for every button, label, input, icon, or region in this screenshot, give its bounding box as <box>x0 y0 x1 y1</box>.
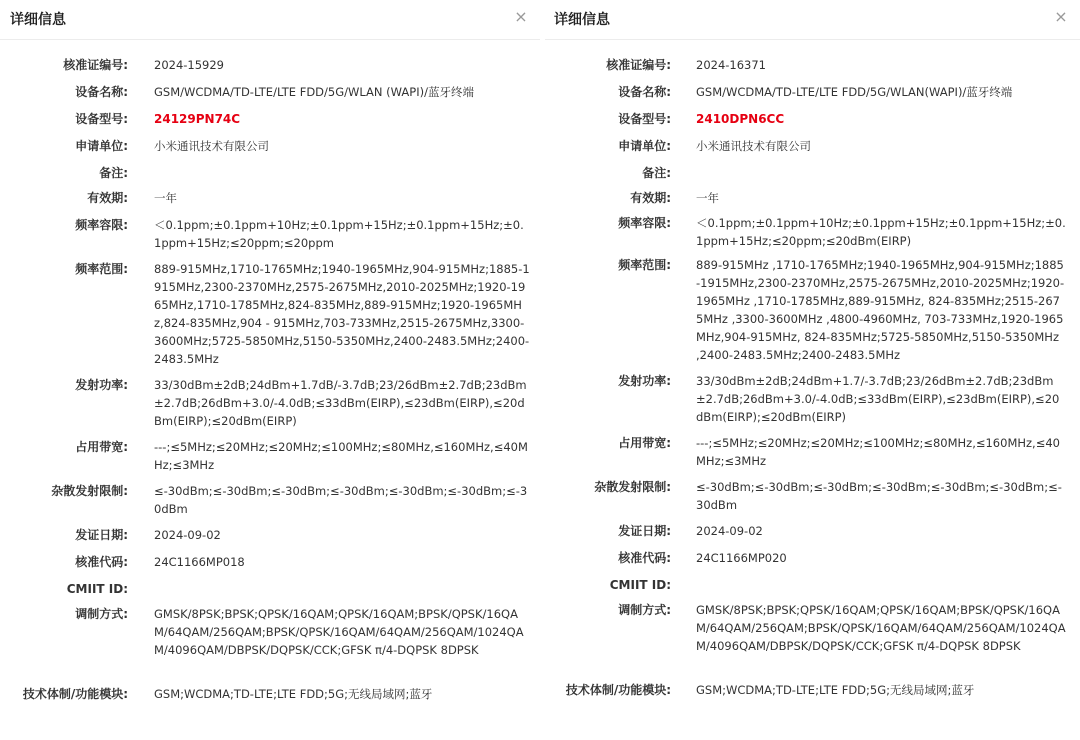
field-label: 有效期: <box>87 191 128 205</box>
detail-row <box>0 216 540 260</box>
field-value: GSM/WCDMA/TD-LTE/LTE FDD/5G/WLAN (WAPI)/蓝牙终端 <box>154 85 474 99</box>
field-label: 设备型号: <box>618 112 671 126</box>
panel-header <box>0 0 540 40</box>
close-icon[interactable]: × <box>514 7 528 26</box>
field-label: 频率容限: <box>618 216 671 230</box>
detail-panel-right <box>545 0 1080 740</box>
field-value: GMSK/8PSK;BPSK;QPSK/16QAM;QPSK/16QAM;BPSK/QPSK/16QAM/64QAM/256QAM;BPSK/QPSK/16QAM/64QAM/256QAM/1024QAM/4096QAM/DBPSK/DQPSK/CCK;GFSK π/4-DQPSK 8DPSK <box>154 607 524 657</box>
field-label: 占用带宽: <box>618 436 671 450</box>
field-label: 发证日期: <box>618 524 671 538</box>
field-value: 33/30dBm±2dB;24dBm+1.7dB/-3.7dB;23/26dBm±2.7dB;23dBm±2.7dB;26dBm+3.0/-4.0dB;≤33dBm(EIRP),≤23dBm(EIRP),≤20dBm(EIRP);≤20dBm(EIRP) <box>154 378 527 428</box>
field-label: 申请单位: <box>618 139 671 153</box>
field-value: ≤-30dBm;≤-30dBm;≤-30dBm;≤-30dBm;≤-30dBm;≤-30dBm;≤-30dBm <box>696 480 1062 512</box>
panel-header <box>545 0 1080 40</box>
detail-list <box>0 56 540 721</box>
detail-row <box>545 434 1080 478</box>
detail-row <box>0 189 540 216</box>
field-label: 有效期: <box>630 191 671 205</box>
field-label: 申请单位: <box>75 139 128 153</box>
field-label: 频率范围: <box>75 262 128 276</box>
field-label: 核准证编号: <box>606 58 671 72</box>
field-label: 设备名称: <box>75 85 128 99</box>
field-value: 24C1166MP020 <box>696 551 787 565</box>
detail-row <box>545 681 1080 717</box>
field-label: 频率容限: <box>75 218 128 232</box>
detail-row <box>0 482 540 526</box>
detail-row <box>545 576 1080 601</box>
detail-row <box>0 260 540 376</box>
field-value: ---;≤5MHz;≤20MHz;≤20MHz;≤100MHz;≤80MHz,≤160MHz,≤40MHz;≤3MHz <box>696 436 1060 468</box>
field-label: 设备名称: <box>618 85 671 99</box>
field-value: GSM;WCDMA;TD-LTE;LTE FDD;5G;无线局域网;蓝牙 <box>696 683 975 697</box>
field-label: 发证日期: <box>75 528 128 542</box>
field-value: ＜0.1ppm;±0.1ppm+10Hz;±0.1ppm+15Hz;±0.1ppm+15Hz;±0.1ppm+15Hz;≤20ppm;≤20dBm(EIRP) <box>696 216 1066 248</box>
detail-row <box>0 605 540 685</box>
field-value: 2024-09-02 <box>154 528 221 542</box>
field-label: CMIIT ID: <box>609 578 671 592</box>
detail-row <box>545 372 1080 434</box>
field-value: ---;≤5MHz;≤20MHz;≤20MHz;≤100MHz;≤80MHz,≤160MHz,≤40MHz;≤3MHz <box>154 440 528 472</box>
field-label: 发射功率: <box>75 378 128 392</box>
field-value: 33/30dBm±2dB;24dBm+1.7/-3.7dB;23/26dBm±2.7dB;23dBm±2.7dB;26dBm+3.0/-4.0dB;≤33dBm(EIRP),≤23dBm(EIRP),≤20dBm(EIRP);≤20dBm(EIRP) <box>696 374 1060 424</box>
panel-title: 详细信息 <box>10 12 66 28</box>
field-label: 核准代码: <box>75 555 128 569</box>
field-label: 备注: <box>99 166 128 180</box>
detail-row <box>545 189 1080 214</box>
field-label: 核准代码: <box>618 551 671 565</box>
field-value: 小米通讯技术有限公司 <box>154 139 269 153</box>
detail-row <box>545 110 1080 137</box>
field-label: 频率范围: <box>618 258 671 272</box>
field-value: 一年 <box>696 191 719 205</box>
field-value: 2024-15929 <box>154 58 224 72</box>
field-label: 备注: <box>642 166 671 180</box>
field-label: 发射功率: <box>618 374 671 388</box>
detail-row <box>545 549 1080 576</box>
detail-row <box>545 478 1080 522</box>
detail-row <box>0 526 540 553</box>
field-value: 889-915MHz,1710-1765MHz;1940-1965MHz,904-915MHz;1885-1915MHz,2300-2370MHz,2575-2675MHz,2010-2025MHz;1920-1965MHz,1710-1785MHz,824-835MHz,889-915MHz;1920-1965MHz,824-835MHz,904 - 915MHz,703-733MHz,2515-2675MHz,3300-3600MHz;5725-5850MHz,5150-5350MHz,2400-2483.5MHz;2400-2483.5MHz <box>154 262 530 366</box>
detail-row <box>545 83 1080 110</box>
detail-list <box>545 56 1080 717</box>
detail-row <box>545 256 1080 372</box>
detail-row <box>0 110 540 137</box>
field-label: 技术体制/功能模块: <box>565 683 671 697</box>
detail-row <box>0 685 540 721</box>
field-label: 杂散发射限制: <box>594 480 671 494</box>
field-label: 设备型号: <box>75 112 128 126</box>
detail-row <box>0 56 540 83</box>
detail-row <box>545 601 1080 681</box>
field-value: 2024-09-02 <box>696 524 763 538</box>
field-label: 杂散发射限制: <box>51 484 128 498</box>
detail-row <box>545 522 1080 549</box>
field-value: GMSK/8PSK;BPSK;QPSK/16QAM;QPSK/16QAM;BPSK/QPSK/16QAM/64QAM/256QAM;BPSK/QPSK/16QAM/64QAM/256QAM/1024QAM/4096QAM/DBPSK/DQPSK/CCK;GFSK π/4-DQPSK 8DPSK <box>696 603 1066 653</box>
device-model-value: 24129PN74C <box>154 112 241 126</box>
field-label: CMIIT ID: <box>66 582 128 596</box>
detail-row <box>545 214 1080 256</box>
field-value: ≤-30dBm;≤-30dBm;≤-30dBm;≤-30dBm;≤-30dBm;≤-30dBm;≤-30dBm <box>154 484 528 516</box>
detail-row <box>545 56 1080 83</box>
detail-row <box>0 137 540 164</box>
field-value: 小米通讯技术有限公司 <box>696 139 811 153</box>
detail-row <box>545 164 1080 189</box>
detail-row <box>0 580 540 605</box>
field-value: 一年 <box>154 191 177 205</box>
field-label: 核准证编号: <box>63 58 128 72</box>
field-value: GSM;WCDMA;TD-LTE;LTE FDD;5G;无线局域网;蓝牙 <box>154 687 433 701</box>
detail-row <box>0 83 540 110</box>
field-label: 技术体制/功能模块: <box>22 687 128 701</box>
close-icon[interactable]: × <box>1054 7 1068 26</box>
device-model-value: 2410DPN6CC <box>696 112 785 126</box>
field-value: 24C1166MP018 <box>154 555 245 569</box>
field-value: GSM/WCDMA/TD-LTE/LTE FDD/5G/WLAN(WAPI)/蓝牙终端 <box>696 85 1013 99</box>
field-label: 调制方式: <box>618 603 671 617</box>
detail-row <box>545 137 1080 164</box>
panel-title: 详细信息 <box>554 12 610 28</box>
detail-row <box>0 438 540 482</box>
field-value: 2024-16371 <box>696 58 766 72</box>
field-value: 889-915MHz ,1710-1765MHz;1940-1965MHz,904-915MHz;1885-1915MHz,2300-2370MHz,2575-2675MHz,2010-2025MHz;1920-1965MHz ,1710-1785MHz,889-915MHz, 824-835MHz;2515-2675MHz ,3300-3600MHz ,4800-4960MHz, 703-733MHz,1920-1965MHz,904-915MHz, 824-835MHz;5725-5850MHz,5150-5350MHz ,2400-2483.5MHz;2400-2483.5MHz <box>696 258 1065 362</box>
field-label: 调制方式: <box>75 607 128 621</box>
field-label: 占用带宽: <box>75 440 128 454</box>
detail-row <box>0 553 540 580</box>
field-value: ＜0.1ppm;±0.1ppm+10Hz;±0.1ppm+15Hz;±0.1ppm+15Hz;±0.1ppm+15Hz;≤20ppm;≤20ppm <box>154 218 524 250</box>
detail-row <box>0 164 540 189</box>
detail-row <box>0 376 540 438</box>
